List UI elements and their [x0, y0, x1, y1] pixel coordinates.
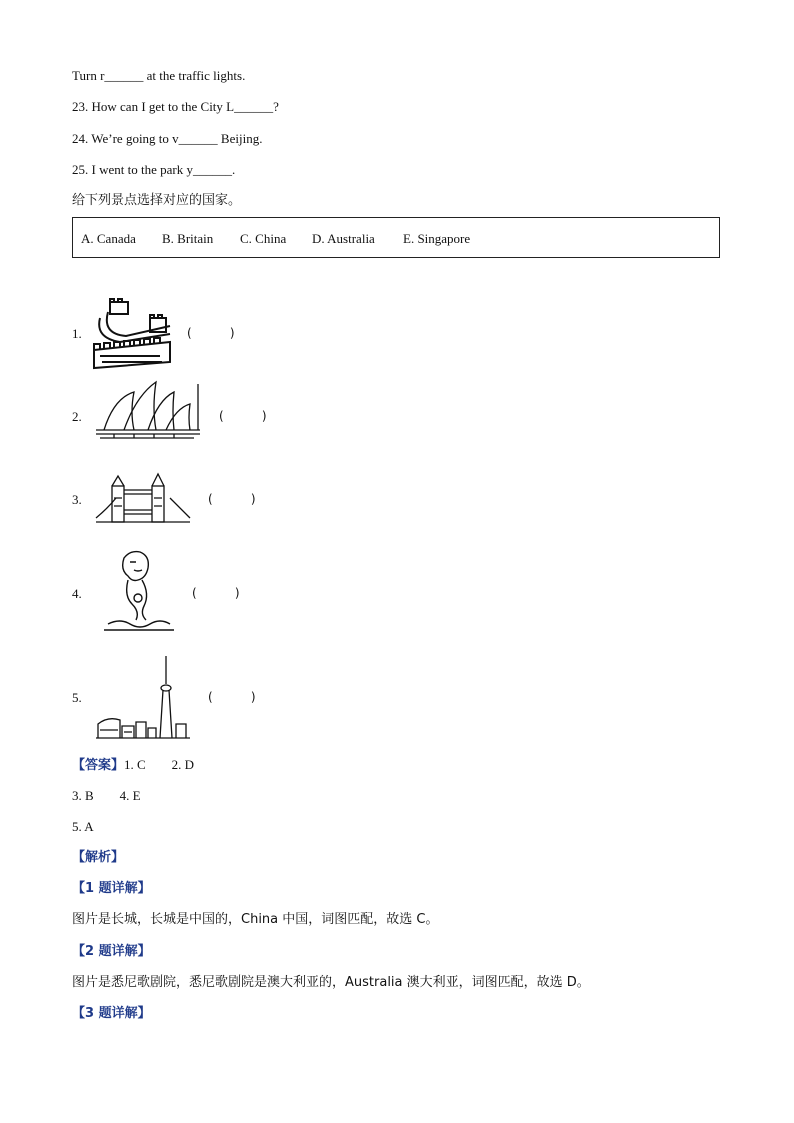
great-wall-icon: [90, 298, 176, 370]
question-2-number: 2.: [72, 409, 82, 424]
option-d: D. Australia: [312, 231, 375, 246]
answer-line-2: 3. B 4. E: [72, 788, 141, 803]
options-box: [72, 217, 720, 258]
option-b: B. Britain: [162, 231, 214, 246]
question-3-answer-blank[interactable]: ( ): [208, 492, 256, 506]
detail-text-2: 图片是悉尼歌剧院，悉尼歌剧院是澳大利亚的，Australia 澳大利亚，词图匹配，故选 D。: [72, 975, 590, 990]
question-5-number: 5.: [72, 690, 82, 705]
question-5-answer-blank[interactable]: ( ): [208, 690, 256, 704]
fill-line-25: 25. I went to the park y______.: [72, 162, 236, 177]
tower-bridge-icon: [94, 470, 192, 528]
fill-line-23: 23. How can I get to the City L______?: [72, 99, 279, 114]
detail-text-1: 图片是长城，长城是中国的，China 中国，词图匹配，故选 C。: [72, 912, 439, 927]
question-2-answer-blank[interactable]: ( ): [219, 409, 267, 423]
option-a: A. Canada: [81, 231, 136, 246]
option-e: E. Singapore: [403, 231, 471, 246]
fill-line-24: 24. We’re going to v______ Beijing.: [72, 131, 263, 146]
detail-heading-1: 【1 题详解】: [72, 881, 151, 896]
answer-line-1: [72, 757, 194, 774]
option-c: C. China: [240, 231, 287, 246]
sydney-opera-house-icon: [94, 378, 202, 448]
detail-heading-2: 【2 题详解】: [72, 944, 151, 959]
fill-line-22: Turn r______ at the traffic lights.: [72, 68, 246, 83]
question-3-number: 3.: [72, 492, 82, 507]
analysis-tag: 【解析】: [72, 850, 125, 865]
question-1-number: 1.: [72, 326, 82, 341]
question-4-number: 4.: [72, 586, 82, 601]
question-1-answer-blank[interactable]: ( ): [187, 326, 235, 340]
answer-tag: 【答案】: [72, 758, 125, 773]
answer-values-1: 1. C 2. D: [124, 757, 195, 772]
detail-heading-3: 【3 题详解】: [72, 1006, 151, 1021]
question-4-answer-blank[interactable]: ( ): [192, 586, 240, 600]
merlion-icon: [100, 548, 176, 632]
section-prompt: 给下列景点选择对应的国家。: [72, 193, 242, 208]
answer-line-3: 5. A: [72, 819, 94, 834]
cn-tower-icon: [94, 654, 192, 744]
